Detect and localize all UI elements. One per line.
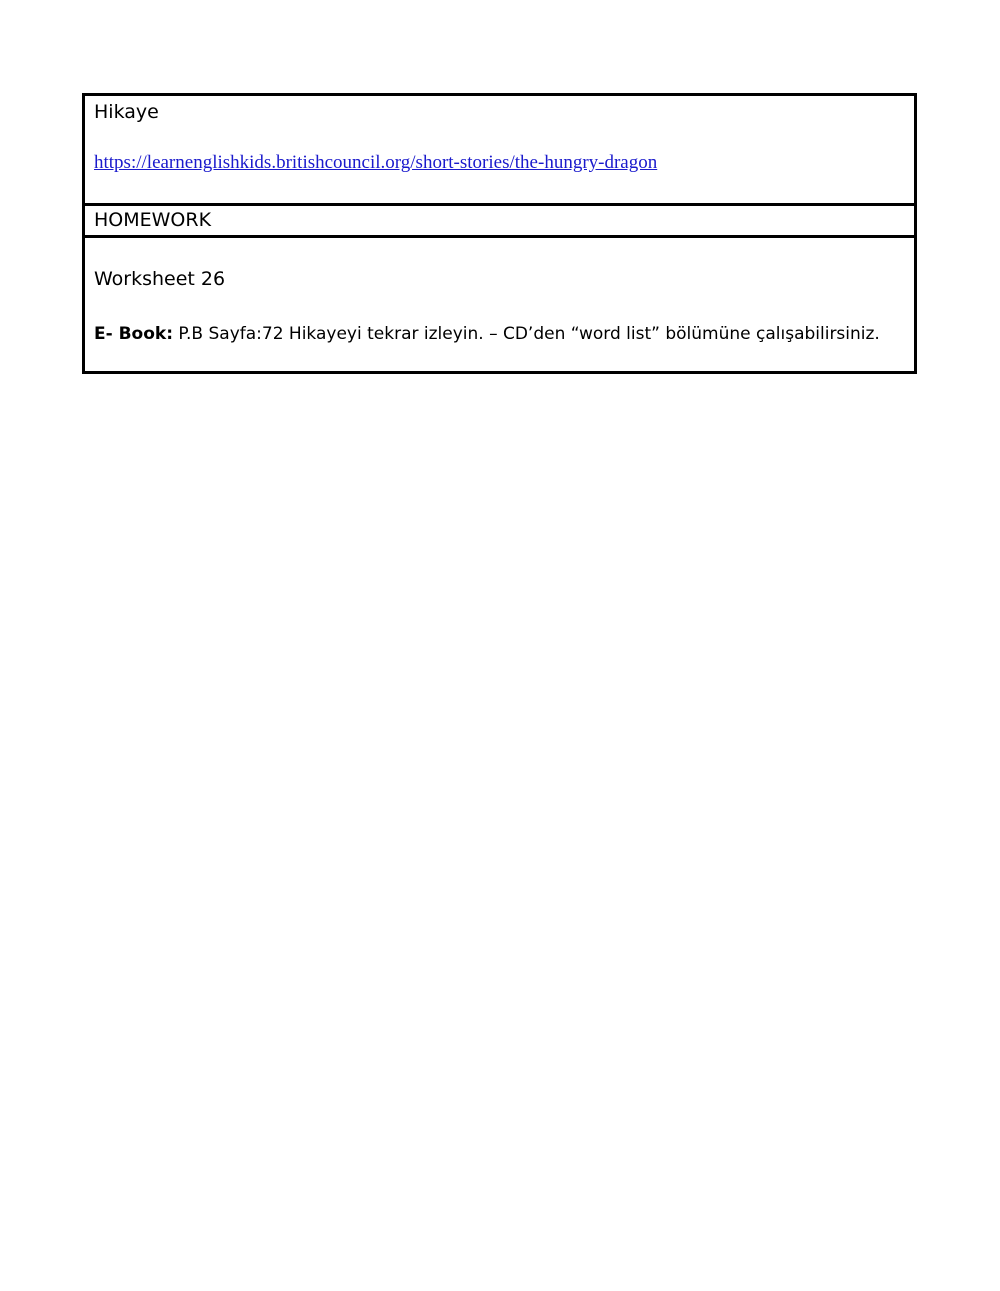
story-title: Hikaye xyxy=(94,101,159,123)
story-row xyxy=(85,96,914,203)
homework-title: HOMEWORK xyxy=(94,209,212,231)
ebook-instruction xyxy=(94,324,880,344)
tasks-row xyxy=(85,235,914,371)
story-link[interactable]: https://learnenglishkids.britishcouncil.org/short-stories/the-hungry-dragon xyxy=(94,152,658,173)
worksheet-text: Worksheet 26 xyxy=(94,268,226,290)
homework-header-row xyxy=(85,203,914,235)
ebook-text: P.B Sayfa:72 Hikayeyi tekrar izleyin. – CD’den “word list” bölümüne çalışabilirsiniz. xyxy=(173,324,880,344)
ebook-label: E- Book: xyxy=(94,324,174,344)
homework-table xyxy=(82,93,917,374)
